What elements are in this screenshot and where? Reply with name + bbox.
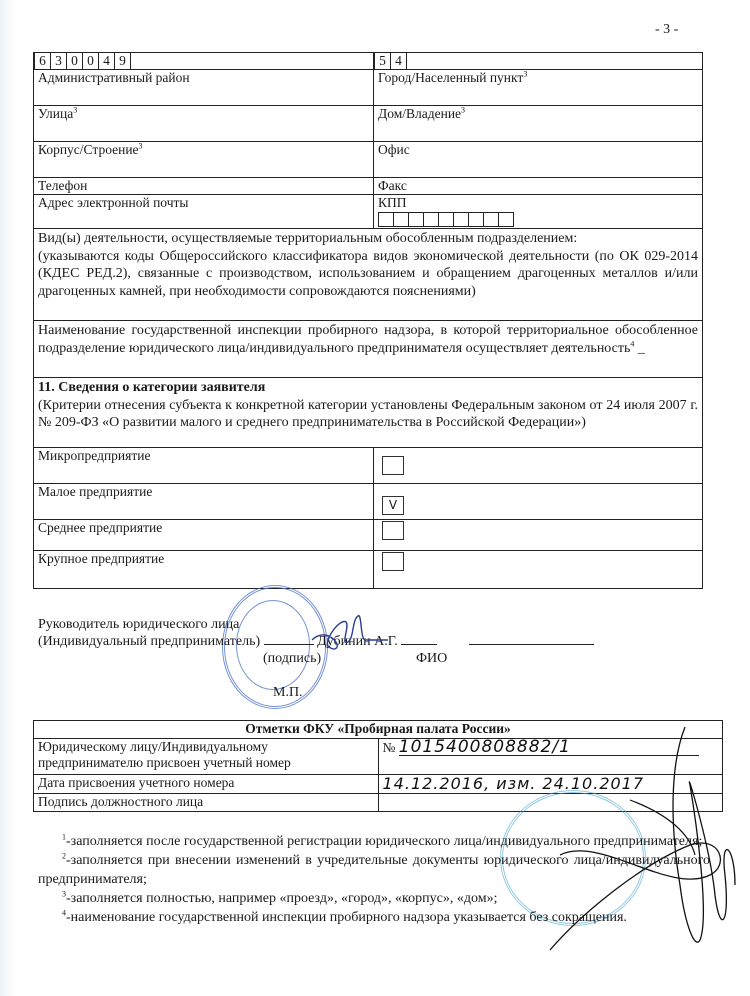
name-caption: ФИО	[416, 651, 448, 666]
activities-note: (указываются коды Общероссийского классификатора видов экономической деятельности (по ОК 029-2014 (КДЕС РЕД.2), связанные с производством, использованием и обращением драгоценных металлов и/или драгоценных камней, при необходимости сопровождаются пояснениями)	[38, 248, 698, 299]
kpp-input-boxes	[378, 212, 698, 227]
region-code-cell	[374, 53, 703, 70]
digit: 6	[35, 53, 51, 69]
field-label: Административный район	[38, 70, 190, 85]
footnote-number: 4	[62, 908, 66, 918]
official-signature-scribble-icon	[520, 725, 750, 955]
field-label: Телефон	[38, 178, 88, 193]
region-code-digits	[374, 53, 407, 69]
footnote-ref: 3	[138, 141, 143, 151]
category-option-micro	[34, 448, 374, 484]
kpp-field	[374, 195, 703, 229]
footnote-ref: 4	[630, 338, 635, 348]
checkbox-medium[interactable]	[382, 521, 404, 540]
kpp-box	[408, 212, 423, 227]
district-field	[34, 70, 374, 106]
category-option-medium	[34, 520, 374, 551]
option-label: Малое предприятие	[38, 484, 153, 499]
field-label: Дом/Владение	[378, 106, 462, 121]
field-label: Адрес электронной почты	[38, 195, 189, 210]
kpp-box	[468, 212, 483, 227]
digit: 4	[391, 53, 407, 69]
phone-field	[34, 178, 374, 195]
footnote-text: -заполняется полностью, например «проезд», «город», «корпус», «дом»;	[66, 891, 498, 906]
footnote-text: -заполняется при внесении изменений в учредительные документы юридического лица/индивидуального предпринимателя;	[38, 853, 710, 887]
kpp-box	[378, 212, 393, 227]
address-table	[33, 52, 703, 589]
kpp-box	[393, 212, 408, 227]
option-label: Среднее предприятие	[38, 520, 163, 535]
signer-title: Руководитель юридического лица	[38, 617, 240, 632]
category-section-header	[34, 378, 703, 448]
footnote-ref: 3	[461, 105, 466, 115]
checkbox-large[interactable]	[382, 552, 404, 571]
digit: 0	[67, 53, 83, 69]
option-label: Крупное предприятие	[38, 551, 165, 566]
checkbox-small-checked[interactable]: V	[382, 496, 404, 515]
field-label: Корпус/Строение	[38, 142, 139, 157]
building-field	[34, 142, 374, 178]
signature-caption: (подпись)	[263, 651, 322, 666]
digit: 0	[83, 53, 99, 69]
kpp-box	[453, 212, 468, 227]
page-number: - 3 -	[655, 22, 679, 37]
field-label: Улица	[38, 106, 74, 121]
assignment-date-value: 14.12.2016, изм. 24.10.2017	[378, 775, 723, 794]
postal-code-cell	[34, 53, 374, 70]
field-label: КПП	[378, 195, 407, 210]
official-signature-label: Подпись должностного лица	[34, 794, 379, 812]
activities-cell	[34, 229, 703, 321]
footnote-text: -заполняется после государственной регистрации юридического лица/индивидуального предпринимателя;	[66, 834, 703, 849]
field-label: Город/Населенный пункт	[378, 70, 524, 85]
category-option-small	[34, 484, 374, 520]
assignment-date-label: Дата присвоения учетного номера	[34, 775, 379, 794]
kpp-box	[438, 212, 453, 227]
fku-table-title: Отметки ФКУ «Пробирная палата России»	[34, 721, 723, 739]
inspection-text: Наименование государственной инспекции пробирного надзора, в которой территориальное обособленное подразделение юридического лица/индивидуального предпринимателя осуществляет деятельность	[38, 323, 698, 356]
kpp-box	[423, 212, 438, 227]
street-field	[34, 106, 374, 142]
footnote-number: 3	[62, 889, 66, 899]
scan-edge-shade	[0, 0, 14, 996]
field-label: Факс	[378, 178, 407, 193]
footnote-ref: 3	[523, 69, 528, 79]
office-field	[374, 142, 703, 178]
number-sign: №	[382, 740, 396, 755]
city-field	[374, 70, 703, 106]
section-title: 11. Сведения о категории заявителя	[38, 380, 266, 395]
postal-code-digits	[34, 53, 131, 69]
option-label: Микропредприятие	[38, 448, 151, 463]
digit: 4	[99, 53, 115, 69]
footnote-number: 2	[62, 851, 66, 861]
footnote-text: -наименование государственной инспекции пробирного надзора указывается без сокращения.	[66, 910, 627, 925]
checkbox-micro[interactable]	[382, 456, 404, 475]
activities-title: Вид(ы) деятельности, осуществляемые территориальным обособленным подразделением:	[38, 231, 578, 246]
house-field	[374, 106, 703, 142]
footnote-ref: 3	[73, 105, 78, 115]
fax-field	[374, 178, 703, 195]
kpp-box	[498, 212, 514, 227]
blank-line	[401, 644, 437, 645]
seal-caption: М.П.	[273, 685, 303, 700]
footnote-number: 1	[62, 832, 66, 842]
digit: 9	[115, 53, 131, 69]
signer-name: Дубинин А.Г.	[317, 634, 398, 649]
signer-title-2: (Индивидуальный предприниматель)	[38, 634, 261, 649]
field-label: Офис	[378, 142, 410, 157]
section-note: (Критерии отнесения субъекта к конкретной категории установлены Федеральным законом от 24 июля 2007 г. № 209-ФЗ «О развитии малого и среднего предпринимательства в Российской Федерации»)	[38, 397, 698, 430]
email-field	[34, 195, 374, 229]
kpp-box	[483, 212, 498, 227]
blank-line	[469, 644, 594, 645]
digit: 5	[375, 53, 391, 69]
signature-scribble-icon	[310, 612, 390, 657]
signature-line	[264, 644, 314, 645]
account-number-label: Юридическому лицу/Индивидуальному предпринимателю присвоен учетный номер	[34, 739, 379, 775]
digit: 3	[51, 53, 67, 69]
inspection-cell: Наименование государственной инспекции пробирного надзора, в которой территориальное обособленное подразделение юридического лица/индивидуального предпринимателя осуществляет деятельность$^4$ _	[34, 321, 703, 378]
account-number-value: 1015400808882/1	[399, 739, 699, 756]
category-option-large	[34, 551, 374, 589]
